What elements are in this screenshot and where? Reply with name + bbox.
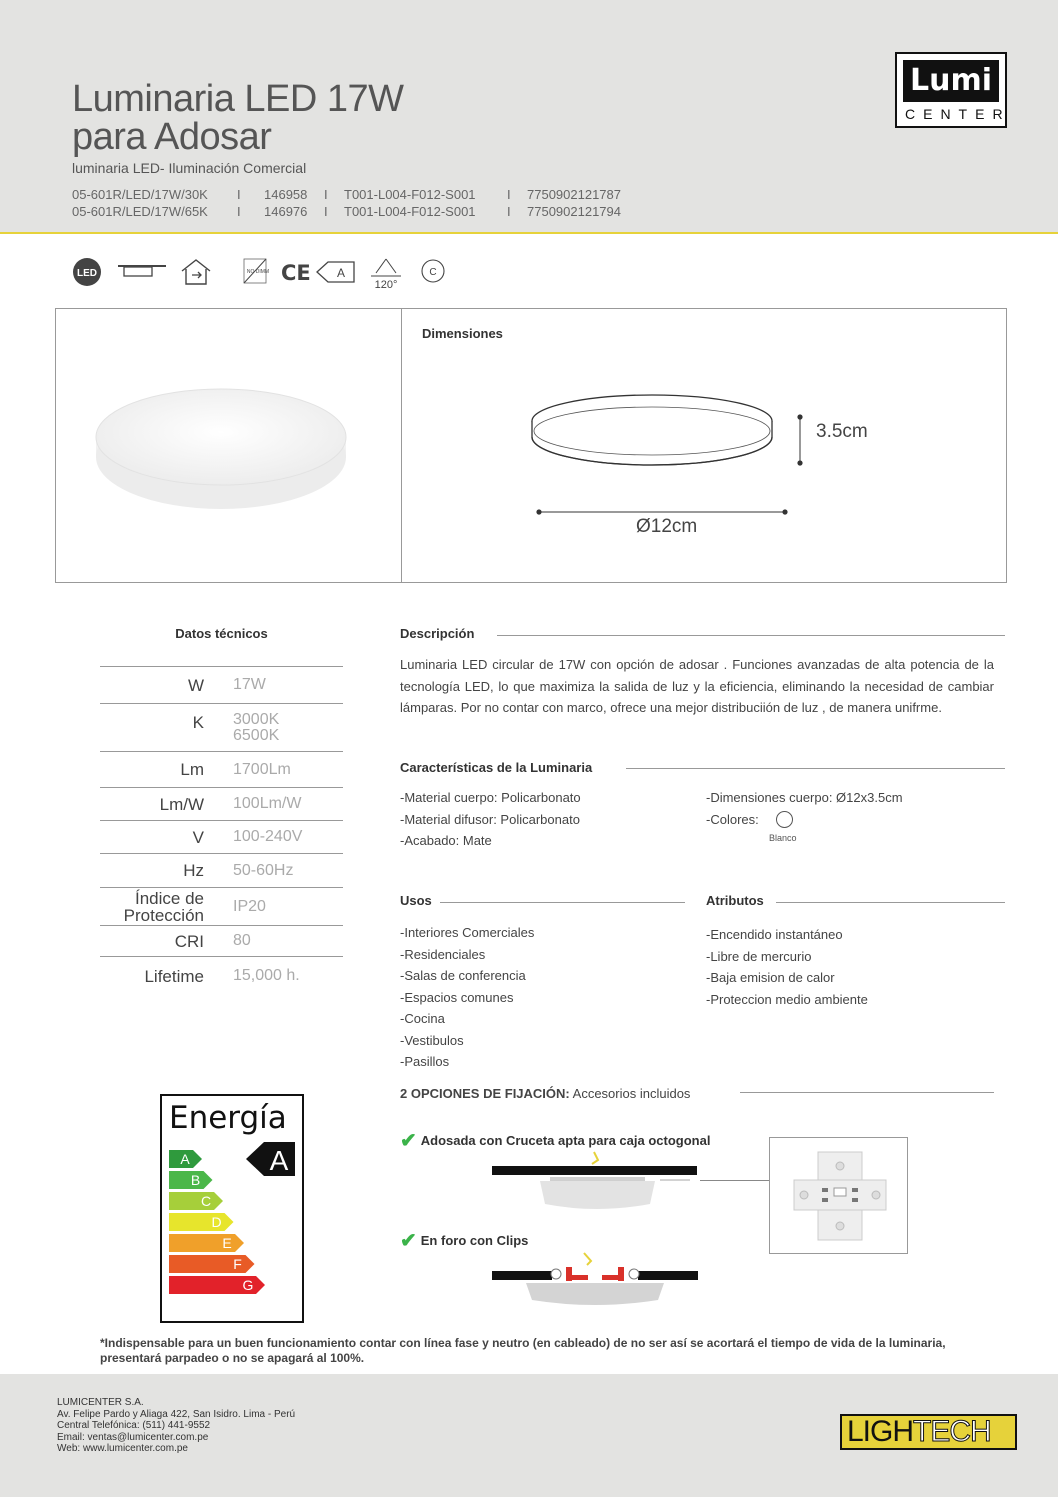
lightech-logo <box>840 1414 1017 1450</box>
title-line-1: Luminaria LED 17W <box>72 78 404 120</box>
dimension-drawing <box>526 379 806 524</box>
tech-value: 100-240V <box>233 828 303 845</box>
feature-item: -Acabado: Mate <box>400 833 492 848</box>
energy-class-g <box>169 1276 265 1294</box>
tech-value: 50-60Hz <box>233 861 294 879</box>
features-title: Características de la Luminaria <box>400 760 593 775</box>
no-dimmable-icon <box>242 257 270 292</box>
class-c-label: C <box>429 267 437 278</box>
usos-item: -Pasillos <box>400 1054 450 1069</box>
feature-icons <box>72 257 472 291</box>
company-email: Email: ventas@lumicenter.com.pe <box>57 1431 209 1443</box>
indoor-icon <box>179 257 217 292</box>
tech-row <box>100 926 343 957</box>
model-code: 05-601R/LED/17W/30K <box>72 187 208 202</box>
atributos-item: -Baja emision de calor <box>706 970 835 985</box>
ip-label-2: Protección <box>123 905 204 925</box>
product-photo <box>86 369 356 524</box>
diameter-dimension: Ø12cm <box>636 516 698 537</box>
logo-top-text: Lumi <box>903 60 999 102</box>
fixing-title-rest: Accesorios incluidos <box>569 1086 691 1101</box>
usos-item: -Salas de conferencia <box>400 968 526 983</box>
check-icon: ✔ <box>400 1130 417 1152</box>
atributos-rule <box>776 902 1005 903</box>
atributos-item: -Libre de mercurio <box>706 948 812 964</box>
surface-mount-icon <box>118 257 166 292</box>
tech-label: Lm <box>180 760 204 779</box>
led-icon <box>72 257 102 292</box>
separator: I <box>237 204 241 219</box>
energy-class-d <box>169 1213 234 1231</box>
tech-row <box>100 704 343 752</box>
energy-title: Energía <box>169 1100 287 1136</box>
features-left-list <box>400 787 581 852</box>
cct-value-2: 6500K <box>233 726 280 744</box>
tech-row <box>100 821 343 854</box>
reference-code: T001-L004-F012-S001 <box>344 187 476 202</box>
installation-note: *Indispensable para un buen funcionamiento contar con línea fase y neutro (en cableado) de no ser así se acortará el tiempo de vida de la luminaria, presentará parpadeo o no se apagará al 100%. <box>100 1336 946 1365</box>
class-c-icon <box>420 257 448 292</box>
atributos-title: Atributos <box>706 893 764 908</box>
tech-value <box>204 712 279 744</box>
dimensions-title: Dimensiones <box>422 326 503 341</box>
logo-bottom-text: CENTER <box>905 106 1011 122</box>
usos-item: -Cocina <box>400 1011 445 1026</box>
fixing-rule <box>740 1092 994 1093</box>
energy-class-a <box>169 1150 202 1168</box>
tech-value: 100Lm/W <box>233 795 302 812</box>
fixing-option-2-label: En foro con Clips <box>420 1233 529 1248</box>
company-contact <box>57 1397 295 1455</box>
lightech-logo-part1: LIGH <box>847 1415 914 1448</box>
company-name: LUMICENTER S.A. <box>57 1397 144 1408</box>
energy-class-label: A <box>336 266 346 280</box>
ce-mark-icon <box>280 257 310 292</box>
header-band <box>0 0 1058 234</box>
energy-class-e <box>169 1234 244 1252</box>
features-rule <box>626 768 1005 769</box>
tech-row <box>100 788 343 821</box>
ean-code: 7750902121794 <box>527 204 621 219</box>
footer <box>0 1374 1058 1497</box>
feature-item: -Dimensiones cuerpo: Ø12x3.5cm <box>706 790 903 805</box>
svg-text:A: A <box>180 1151 190 1167</box>
atributos-list <box>706 924 868 1010</box>
svg-text:D: D <box>211 1214 222 1230</box>
recessed-clip-diagram <box>490 1250 700 1315</box>
svg-text:G: G <box>242 1277 254 1293</box>
svg-text:F: F <box>233 1256 242 1272</box>
ce-label: CE <box>281 261 310 285</box>
fixing-title <box>400 1086 690 1101</box>
product-divider <box>401 309 402 582</box>
ip-label-1: Índice de <box>135 888 204 908</box>
lightech-logo-part2: TECH <box>913 1415 991 1448</box>
tech-row <box>100 667 343 704</box>
tech-value: 1700Lm <box>233 760 291 778</box>
tech-value: 80 <box>233 932 251 949</box>
code-row <box>72 203 647 220</box>
sku-code: 146976 <box>264 204 308 219</box>
separator: I <box>237 187 241 202</box>
connector-line <box>700 1180 769 1181</box>
energy-label <box>160 1094 304 1323</box>
fixing-option-1-label: Adosada con Cruceta apta para caja octogonal <box>420 1133 711 1148</box>
beam-angle-icon <box>368 257 404 296</box>
lumicenter-logo <box>895 52 1011 128</box>
product-title <box>72 80 404 156</box>
tech-row <box>100 888 343 926</box>
beam-angle-label: 120° <box>374 279 398 291</box>
tech-row <box>100 752 343 788</box>
separator: I <box>507 204 511 219</box>
cross-bracket-photo <box>769 1137 908 1254</box>
usos-item: -Interiores Comerciales <box>400 925 535 940</box>
tech-value: 17W <box>233 676 266 693</box>
tech-label: CRI <box>174 931 204 951</box>
height-dimension: 3.5cm <box>816 421 868 442</box>
energy-class-c <box>169 1192 223 1210</box>
tech-label: Lm/W <box>159 794 204 814</box>
usos-item: -Vestibulos <box>400 1032 464 1048</box>
description-title: Descripción <box>400 626 475 641</box>
product-codes <box>72 186 647 220</box>
separator: I <box>507 187 511 202</box>
feature-item: -Material difusor: Policarbonato <box>400 811 580 827</box>
usos-item: -Espacios comunes <box>400 989 514 1005</box>
tech-label: Lifetime <box>144 966 204 986</box>
color-name: Blanco <box>769 833 797 843</box>
feature-item: -Material cuerpo: Policarbonato <box>400 790 581 805</box>
tech-value: IP20 <box>233 897 266 915</box>
check-icon: ✔ <box>400 1230 417 1252</box>
energy-class-b <box>169 1171 213 1189</box>
tech-label: V <box>192 827 204 847</box>
svg-text:B: B <box>190 1172 201 1188</box>
svg-text:E: E <box>222 1235 232 1251</box>
tech-data-table <box>100 666 343 995</box>
energy-class-f <box>169 1255 255 1273</box>
atributos-item: -Proteccion medio ambiente <box>706 991 868 1007</box>
usos-list <box>400 922 534 1073</box>
usos-title: Usos <box>400 893 432 908</box>
sku-code: 146958 <box>264 187 308 202</box>
color-swatch-white <box>776 811 793 828</box>
tech-label <box>100 890 204 924</box>
cct-value-1: 3000K <box>233 710 280 728</box>
company-web: Web: www.lumicenter.com.pe <box>57 1443 188 1454</box>
energy-rating-arrow <box>246 1142 295 1176</box>
tech-row <box>100 854 343 888</box>
company-address: Av. Felipe Pardo y Aliaga 422, San Isidro. Lima - Perú <box>57 1408 296 1420</box>
model-code: 05-601R/LED/17W/65K <box>72 204 208 219</box>
features-right-list <box>706 787 903 830</box>
energy-scale <box>162 1096 302 1321</box>
usos-item: -Residenciales <box>400 946 486 962</box>
reference-code: T001-L004-F012-S001 <box>344 204 476 219</box>
tech-label: Hz <box>183 861 204 880</box>
separator: I <box>324 204 328 219</box>
product-subtitle: luminaria LED- Iluminación Comercial <box>72 160 307 176</box>
svg-text:C: C <box>200 1193 212 1209</box>
description-rule <box>497 635 1005 636</box>
fixing-title-bold: 2 OPCIONES DE FIJACIÓN: <box>400 1086 570 1101</box>
svg-text:A: A <box>269 1145 289 1176</box>
tech-label: K <box>192 713 204 732</box>
separator: I <box>324 187 328 202</box>
tech-data-title: Datos técnicos <box>175 626 268 641</box>
product-box <box>55 308 1007 583</box>
no-dimm-label: NO DIMM <box>246 269 270 275</box>
ean-code: 7750902121787 <box>527 187 621 202</box>
usos-rule <box>440 902 685 903</box>
tech-value: 15,000 h. <box>233 967 300 984</box>
description-text: Luminaria LED circular de 17W con opción de adosar . Funciones avanzadas de alta potencia de la tecnología LED, lo que maximiza la salida de luz y la eficiencia, eliminando la necesidad de cambiar lámparas. Por no contar con marco, ofrece una mejor distribuciión de luz , de manera unifrme. <box>400 657 994 715</box>
feature-item: -Colores: <box>706 811 759 827</box>
surface-mount-diagram <box>490 1150 700 1230</box>
energy-class-icon <box>316 257 356 292</box>
title-line-2: para Adosar <box>72 116 272 158</box>
company-phone: Central Telefónica: (511) 441-9552 <box>57 1420 211 1431</box>
code-row <box>72 186 647 203</box>
tech-row <box>100 957 343 995</box>
tech-label: W <box>187 675 204 695</box>
led-icon-label: LED <box>77 268 97 279</box>
atributos-item: -Encendido instantáneo <box>706 927 843 942</box>
